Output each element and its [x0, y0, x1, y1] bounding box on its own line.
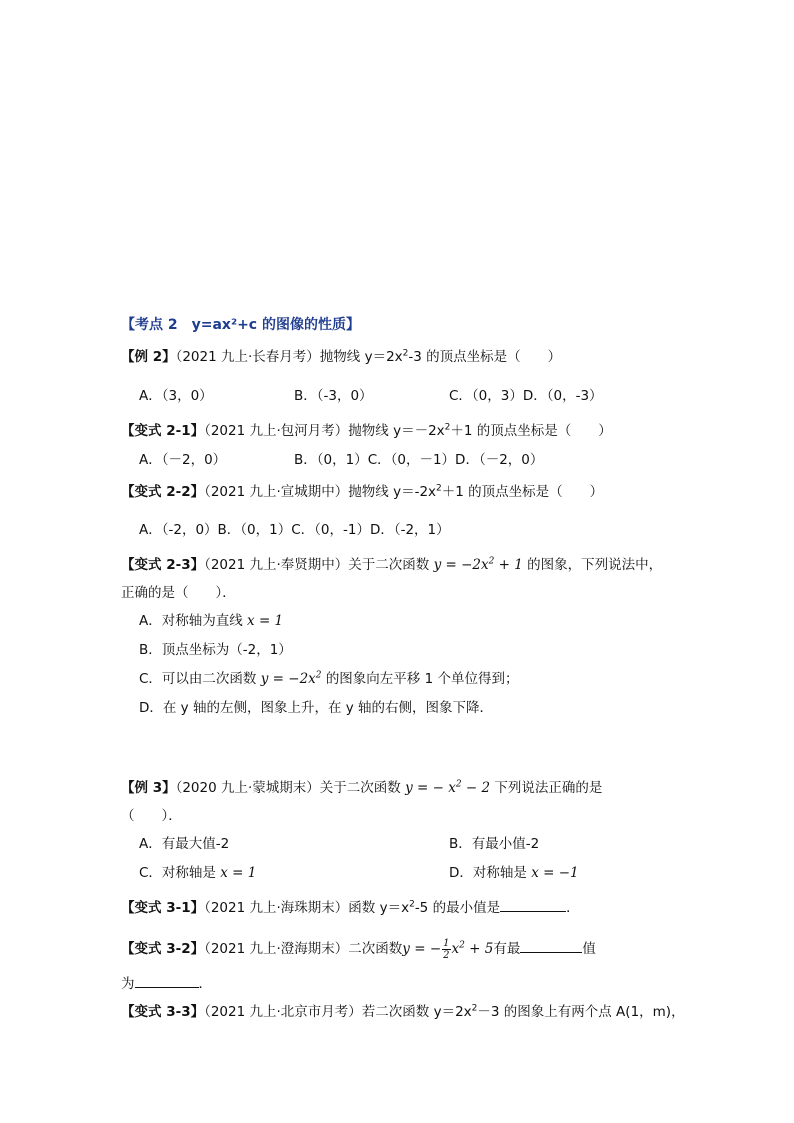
source-note: （2021 九上·澄海期末） [204, 941, 349, 957]
variant-2-2-options: A．（-2，0）B．（0，1）C．（0，-1）D．（-2，1） [139, 522, 450, 538]
source-note: （2021 九上·海珠期末） [204, 900, 349, 916]
variant-tag: 【变式 2-3】 [121, 557, 205, 573]
variant-tag: 【变式 2-1】 [121, 423, 205, 439]
example-2-option-b: B．（-3，0） [294, 388, 373, 404]
variant-3-2-question-line2: 为 ． [121, 973, 212, 993]
source-note: （2021 九上·长春月考） [175, 349, 320, 365]
example-3-option-a: A．有最大值-2 [139, 836, 230, 852]
source-note: （2021 九上·奉贤期中） [204, 557, 349, 573]
example-tag: 【例 3】 [121, 780, 176, 796]
section-heading: 【考点 2 y=ax²+c 的图像的性质】 [121, 317, 360, 333]
answer-blank[interactable] [520, 938, 582, 953]
variant-tag: 【变式 3-1】 [121, 900, 205, 916]
formula: y = − $x^2 - 2$ [405, 779, 491, 796]
variant-2-3-question: 【变式 2-3】（2021 九上·奉贤期中）关于二次函数 $y = -2x^2 + 1$ 的图象，下列说法中， [121, 556, 663, 573]
variant-2-3-option-a: A．对称轴为直线 x = 1 [139, 613, 284, 629]
variant-tag: 【变式 2-2】 [121, 484, 205, 500]
formula: y = − $\frac{1}{2}$ $x^2 + 5$ [402, 938, 494, 961]
variant-2-1-option-a: A．（－2，0） [139, 452, 227, 468]
variant-2-3-option-c: C．可以由二次函数 $y = -2x^2$ 的图象向左平移 1 个单位得到； [139, 670, 519, 687]
fraction: $\frac{1}{2}$ [443, 938, 450, 961]
variant-3-3-question: 【变式 3-3】（2021 九上·北京市月考）若二次函数 $y=2x^2-3$ 的图象上有两个点 A(1，m)， [121, 1003, 685, 1020]
variant-2-3-option-b: B．顶点坐标为（-2，1） [139, 642, 292, 658]
variant-tag: 【变式 3-2】 [121, 941, 205, 957]
source-note: （2021 九上·北京市月考） [204, 1004, 362, 1020]
example-2-option-cd: C．（0，3）D．（0，-3） [449, 388, 603, 404]
formula: $y = -2x^2$ [260, 670, 322, 687]
example-3-option-b: B．有最小值-2 [449, 836, 540, 852]
variant-2-1-option-bcd: B．（0，1）C．（0，－1）D．（－2，0） [294, 452, 544, 468]
variant-3-2-question: 【变式 3-2】（2021 九上·澄海期末）二次函数y = − $\frac{1}{2}$ $x^2 + 5$有最 值 [121, 938, 596, 961]
source-note: （2020 九上·蒙城期末） [175, 780, 320, 796]
example-3-option-d: D．对称轴是 x = −1 [449, 865, 579, 881]
variant-2-1-question: 【变式 2-1】（2021 九上·包河月考）抛物线 $y=-2x^2+1$ 的顶点坐标是（ ） [121, 422, 612, 439]
variant-2-3-option-d: D．在 y 轴的左侧，图象上升，在 y 轴的右侧，图象下降． [139, 700, 494, 716]
source-note: （2021 九上·宣城期中） [204, 484, 349, 500]
example-3-option-c: C．对称轴是 x = 1 [139, 865, 257, 881]
answer-blank[interactable] [500, 897, 566, 912]
variant-3-1-question: 【变式 3-1】（2021 九上·海珠期末）函数 $y=x^2-5$ 的最小值是 ． [121, 897, 580, 917]
answer-blank[interactable] [135, 973, 199, 988]
variant-tag: 【变式 3-3】 [121, 1004, 205, 1020]
example-2-question: 【例 2】（2021 九上·长春月考）抛物线 $y=2x^2-3$ 的顶点坐标是（ ） [121, 348, 562, 365]
variant-2-3-question-line2: 正确的是（ ）． [121, 585, 236, 601]
example-3-question: 【例 3】（2020 九上·蒙城期末）关于二次函数 y = − $x^2 - 2$ 下列说法正确的是 [121, 779, 603, 796]
example-2-option-a: A．（3，0） [139, 388, 213, 404]
variant-2-2-question: 【变式 2-2】（2021 九上·宣城期中）抛物线 $y=-2x^2+1$ 的顶点坐标是（ ） [121, 483, 604, 500]
example-3-question-line2: （ ）． [121, 808, 182, 824]
example-tag: 【例 2】 [121, 349, 176, 365]
formula: $y = -2x^2 + 1$ [433, 556, 523, 573]
source-note: （2021 九上·包河月考） [204, 423, 349, 439]
